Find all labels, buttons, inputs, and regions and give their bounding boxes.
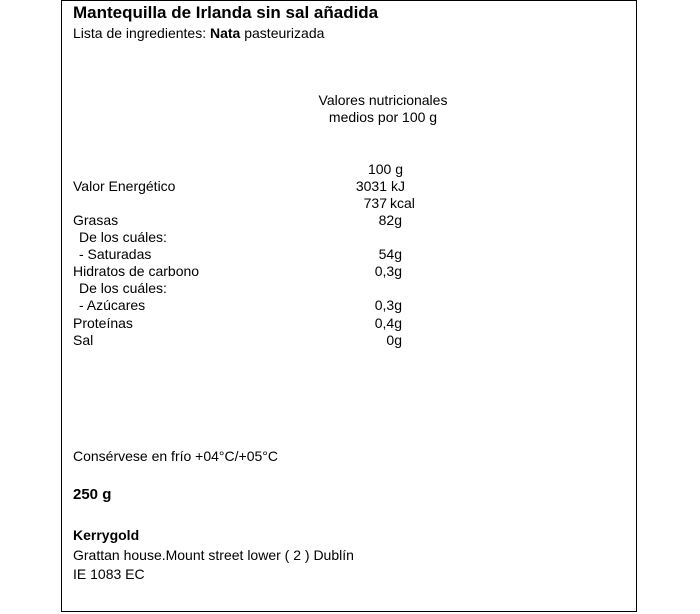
nutrient-label: De los cuáles:: [79, 229, 167, 245]
energy-kj-value: 3031: [355, 178, 387, 194]
nutrient-value: 0,4g: [374, 315, 402, 331]
ingredients-value: Nata: [209, 25, 241, 41]
nutrient-label: De los cuáles:: [79, 280, 167, 296]
energy-label: Valor Energético: [73, 178, 176, 194]
energy-kcal-unit: kcal: [390, 195, 415, 211]
storage-instructions: Consérvese en frío +04°C/+05°C: [73, 448, 278, 464]
ingredients-suffix: pasteurizada: [244, 25, 325, 41]
nutrient-label: Sal: [73, 332, 94, 348]
nutrition-header-line2: medios por 100 g: [328, 109, 438, 125]
nutrient-label: Proteínas: [73, 315, 133, 331]
nutrient-label: Hidratos de carbono: [73, 263, 200, 279]
nutrient-value: 82g: [378, 212, 402, 228]
nutrient-value: 54g: [378, 246, 402, 262]
nutrient-label: Grasas: [73, 212, 119, 228]
ingredients-label: Lista de ingredientes:: [73, 25, 207, 41]
nutrient-value: 0g: [386, 332, 402, 348]
net-weight: 250 g: [73, 486, 112, 503]
nutrient-value: 0,3g: [374, 297, 402, 313]
product-title: Mantequilla de Irlanda sin sal añadida: [73, 3, 379, 22]
company-address-line2: IE 1083 EC: [73, 566, 145, 582]
energy-kj-unit: kJ: [391, 178, 405, 194]
nutrition-header-line1: Valores nutricionales: [318, 92, 448, 108]
company-name: Kerrygold: [73, 527, 140, 543]
company-address-line1: Grattan house.Mount street lower ( 2 ) Dublín: [73, 547, 354, 563]
nutrient-value: 0,3g: [374, 263, 402, 279]
nutrient-label: - Saturadas: [79, 246, 152, 262]
nutrient-label: - Azúcares: [79, 297, 146, 313]
ingredients-line: [73, 25, 324, 42]
nutrition-column-header: 100 g: [367, 161, 403, 177]
energy-kcal-value: 737: [363, 195, 387, 211]
